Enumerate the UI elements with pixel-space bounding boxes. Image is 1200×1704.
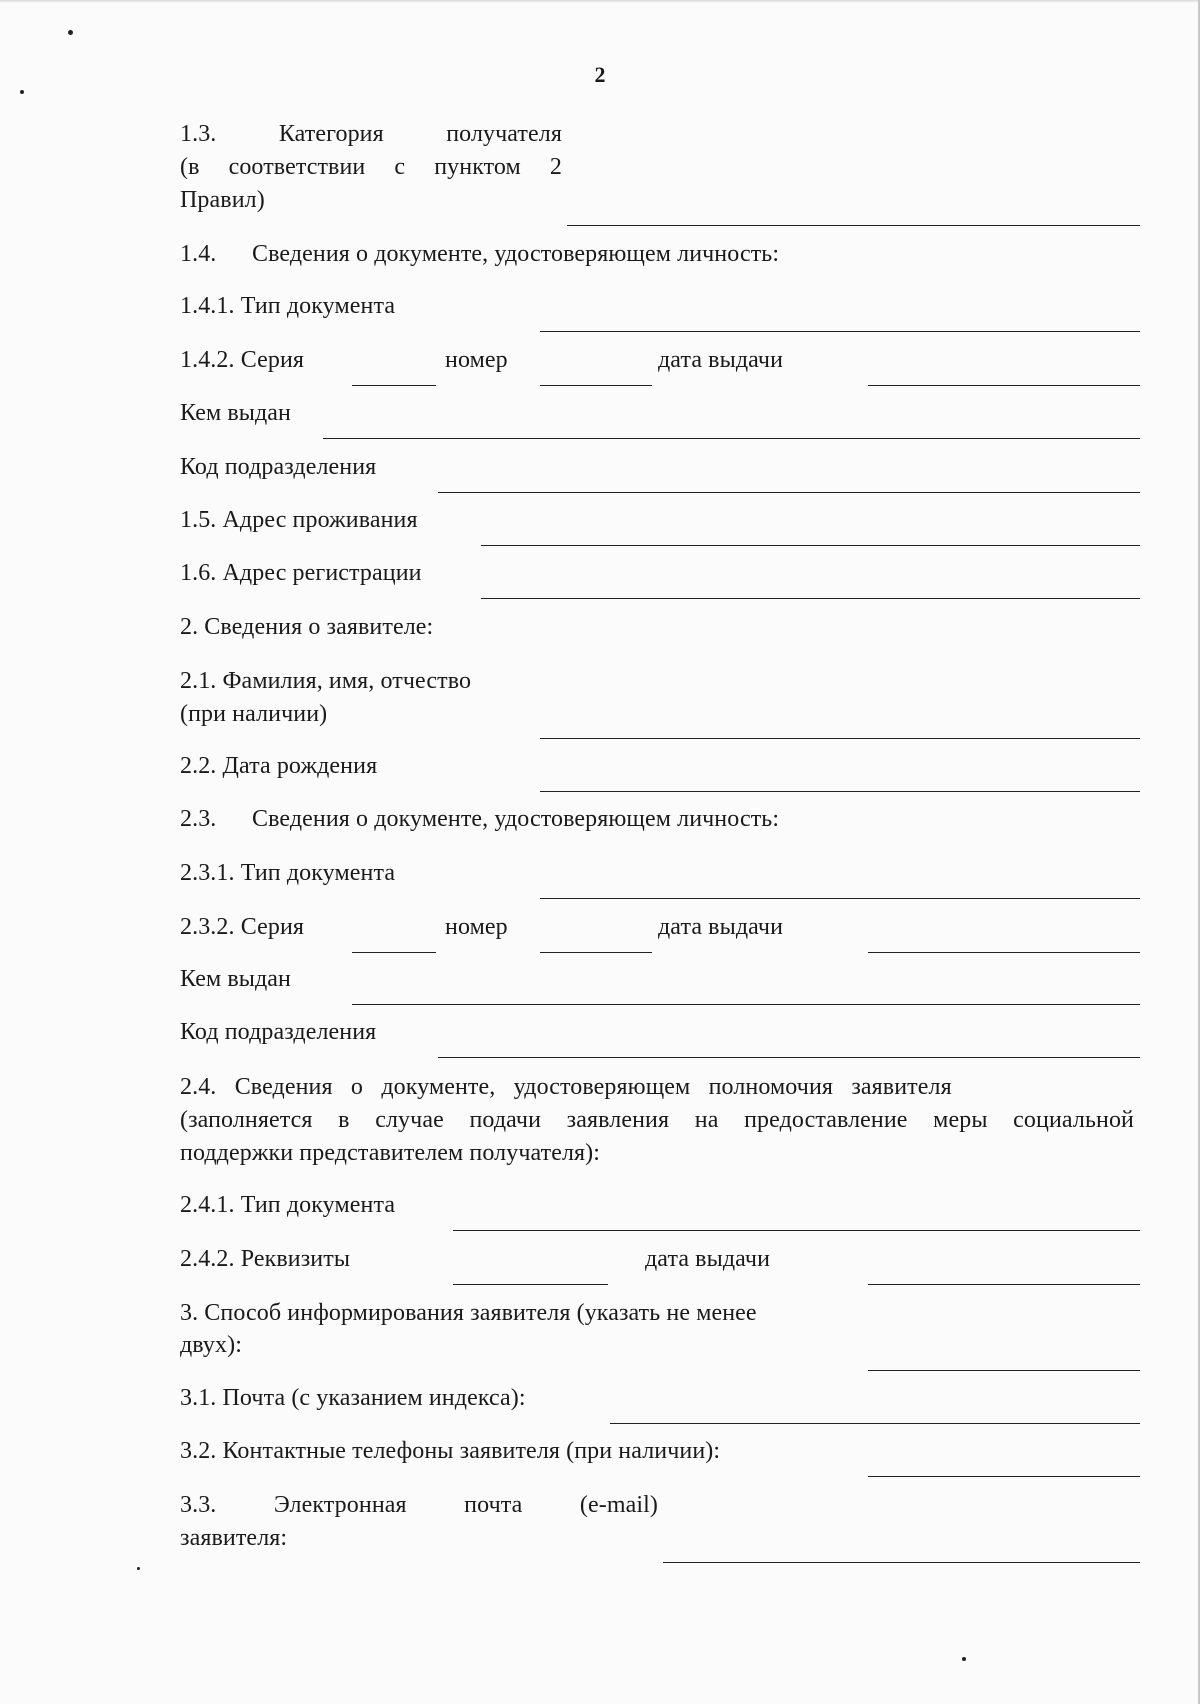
item-1-3-line2 xyxy=(180,151,562,184)
item-2-4-line2: (заполняется в случае подачи заявления на предоставление меры социальной xyxy=(180,1107,1134,1133)
item-3-3-line1 xyxy=(180,1489,658,1522)
applicant-issued-by-field[interactable] xyxy=(352,1004,1140,1005)
item-3-3-word3: (e-mail) xyxy=(579,1492,658,1518)
item-1-4-1-label: 1.4.1. Тип документа xyxy=(180,293,396,319)
applicant-document-type-field[interactable] xyxy=(540,898,1140,899)
item-2-4-1-label: 2.4.1. Тип документа xyxy=(180,1192,396,1218)
scan-speck xyxy=(68,30,73,35)
issue-date-field[interactable] xyxy=(868,385,1140,386)
item-3-3-line2: заявителя: xyxy=(180,1525,288,1551)
item-2-4-line3: поддержки представителем получателя): xyxy=(180,1140,601,1166)
applicant-number-field[interactable] xyxy=(540,952,652,953)
number-field[interactable] xyxy=(540,385,652,386)
applicant-division-code-label: Код подразделения xyxy=(180,1019,377,1045)
page-number: 2 xyxy=(594,62,606,87)
email-field[interactable] xyxy=(663,1562,1140,1563)
item-3-3-word1: Электронная xyxy=(273,1492,407,1518)
item-3-3-word2: почта xyxy=(464,1492,523,1518)
document-type-field[interactable] xyxy=(540,331,1140,332)
item-1-4-label: Сведения о документе, удостоверяющем личность: xyxy=(252,241,780,267)
scan-speck xyxy=(137,1567,140,1570)
issued-by-field[interactable] xyxy=(323,438,1140,439)
section-2-heading: 2. Сведения о заявителе: xyxy=(180,614,434,640)
series-field[interactable] xyxy=(352,385,436,386)
applicant-series-field[interactable] xyxy=(352,952,436,953)
item-2-3-1-label: 2.3.1. Тип документа xyxy=(180,860,396,886)
item-1-3-number: 1.3. xyxy=(180,121,217,147)
item-1-4-number: 1.4. xyxy=(180,241,217,267)
item-1-5-label: 1.5. Адрес проживания xyxy=(180,507,418,533)
recipient-category-field[interactable] xyxy=(567,225,1140,226)
issued-by-label: Кем выдан xyxy=(180,400,291,426)
division-code-field[interactable] xyxy=(438,492,1140,493)
scan-edge-top xyxy=(0,0,1200,3)
item-1-3-line2-word: соответствии xyxy=(228,154,366,180)
item-1-3-line2-word: пунктом xyxy=(434,154,521,180)
scan-speck xyxy=(962,1657,966,1661)
section-3-heading-line1: 3. Способ информирования заявителя (указать не менее xyxy=(180,1300,757,1326)
item-1-6-label: 1.6. Адрес регистрации xyxy=(180,560,422,586)
item-3-2-label: 3.2. Контактные телефоны заявителя (при наличии): xyxy=(180,1438,721,1464)
item-1-3-word2: получателя xyxy=(446,121,562,147)
authority-requisites-field[interactable] xyxy=(453,1284,608,1285)
item-2-3-2-number-label: номер xyxy=(445,914,508,940)
item-2-1-label-line2: (при наличии) xyxy=(180,701,328,727)
item-1-3-line2-word: с xyxy=(394,154,406,180)
division-code-label: Код подразделения xyxy=(180,454,377,480)
item-2-2-label: 2.2. Дата рождения xyxy=(180,753,378,779)
scan-speck xyxy=(20,90,24,94)
item-1-3-line1 xyxy=(180,118,562,151)
applicant-issued-by-label: Кем выдан xyxy=(180,966,291,992)
authority-document-type-field[interactable] xyxy=(453,1230,1140,1231)
item-2-3-2-date-label: дата выдачи xyxy=(658,914,784,940)
item-2-4-2-date-label: дата выдачи xyxy=(645,1246,771,1272)
contact-phones-field[interactable] xyxy=(868,1476,1140,1477)
item-1-3-word1: Категория xyxy=(278,121,384,147)
item-1-3-line3: Правил) xyxy=(180,187,265,213)
item-2-4-line1: 2.4. Сведения о документе, удостоверяющем полномочия заявителя xyxy=(180,1074,952,1100)
birth-date-field[interactable] xyxy=(540,791,1140,792)
registration-address-field[interactable] xyxy=(481,598,1140,599)
item-1-3-line2-word: 2 xyxy=(549,154,562,180)
item-1-4-2-date-label: дата выдачи xyxy=(658,347,784,373)
item-2-4-2-label: 2.4.2. Реквизиты xyxy=(180,1246,351,1272)
item-1-4-2-number-label: номер xyxy=(445,347,508,373)
item-2-3-label: Сведения о документе, удостоверяющем личность: xyxy=(252,806,780,832)
item-2-3-number: 2.3. xyxy=(180,806,217,832)
item-2-3-2-series-label: 2.3.2. Серия xyxy=(180,914,305,940)
postal-address-field[interactable] xyxy=(610,1423,1140,1424)
full-name-field[interactable] xyxy=(540,738,1140,739)
residence-address-field[interactable] xyxy=(481,545,1140,546)
item-3-3-number: 3.3. xyxy=(180,1492,217,1518)
item-1-4-2-series-label: 1.4.2. Серия xyxy=(180,347,305,373)
item-1-3-line2-word: (в xyxy=(180,154,200,180)
item-3-1-label: 3.1. Почта (с указанием индекса): xyxy=(180,1385,526,1411)
section-3-heading-line2: двух): xyxy=(180,1332,242,1358)
item-2-1-label-line1: 2.1. Фамилия, имя, отчество xyxy=(180,668,472,694)
authority-issue-date-field[interactable] xyxy=(868,1284,1140,1285)
applicant-issue-date-field[interactable] xyxy=(868,952,1140,953)
applicant-division-code-field[interactable] xyxy=(438,1057,1140,1058)
informing-method-field[interactable] xyxy=(868,1370,1140,1371)
